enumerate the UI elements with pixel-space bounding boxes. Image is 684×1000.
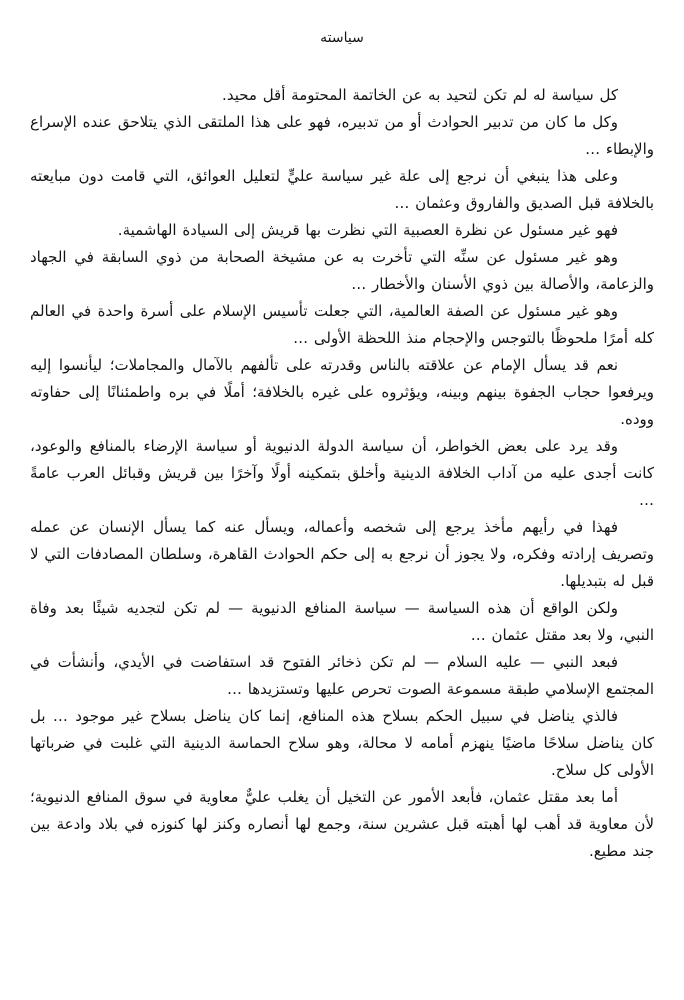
paragraph: فهو غير مسئول عن نظرة العصبية التي نظرت بها قريش إلى السيادة الهاشمية. [117, 221, 618, 239]
paragraph: وقد يرد على بعض الخواطر، أن سياسة الدولة الدنيوية أو سياسة الإرضاء بالمنافع والوعود، كانت أجدى عليه من آداب الخلافة الدينية وأخلق بتمكينه أولًا وآخرًا بين قريش وقبائل العرب عامةً … [30, 437, 654, 509]
paragraph: فالذي يناضل في سبيل الحكم بسلاح هذه المنافع، إنما كان يناضل بسلاح غير موجود … بل كان يناضل سلاحًا ماضيًا ينهزم أمامه لا محالة، وهو سلاح الحماسة الدينية التي غلبت في ضرباتها الأولى كل سلاح. [30, 707, 654, 779]
paragraph: أما بعد مقتل عثمان، فأبعد الأمور عن التخيل أن يغلب عليٌّ معاوية في سوق المنافع الدنيوية؛ لأن معاوية قد أهب لها أهبته قبل عشرين سنة، وجمع لها أنصاره وكنز لها كنوزه في بلاد وادعة بين جند مطيع. [30, 788, 654, 860]
paragraph: فبعد النبي — عليه السلام — لم تكن ذخائر الفتوح قد استفاضت في الأيدي، وأنشأت في المجتمع الإسلامي طبقة مسموعة الصوت تحرص عليها وتستزيدها … [30, 653, 654, 698]
paragraph: نعم قد يسأل الإمام عن علاقته بالناس وقدرته على تألفهم بالآمال والمجاملات؛ ليأنسوا إليه ويرفعوا حجاب الجفوة بينهم وبينه، ويؤثروه على غيره بالخلافة؛ أملًا في بره واطمئنانًا إلى حفاوته ووده. [30, 356, 654, 428]
page-title: سياسته [320, 30, 364, 46]
paragraph: وكل ما كان من تدبير الحوادث أو من تدبيره، فهو على هذا الملتقى الذي يتلاحق عنده الإسراع والإبطاء … [30, 113, 654, 158]
paragraph: وهو غير مسئول عن الصفة العالمية، التي جعلت تأسيس الإسلام على أسرة واحدة في العالم كله أمرًا ملحوظًا بالتوجس والإحجام منذ اللحظة الأولى … [30, 302, 654, 347]
paragraph: ولكن الواقع أن هذه السياسة — سياسة المنافع الدنيوية — لم تكن لتجديه شيئًا بعد وفاة النبي، ولا بعد مقتل عثمان … [30, 599, 654, 644]
paragraph: وهو غير مسئول عن سنِّه التي تأخرت به عن مشيخة الصحابة من ذوي السابقة في الجهاد والزعامة، والأصالة بين ذوي الأسنان والأخطار … [30, 248, 654, 293]
document-body [30, 82, 654, 865]
paragraph: فهذا في رأيهم مأخذ يرجع إلى شخصه وأعماله، ويسأل عنه كما يسأل الإنسان عن عمله وتصريف إرادته وفكره، ولا يجوز أن نرجع به إلى حكم الحوادث القاهرة، وسلطان المصادفات التي لا قبل له بتبديلها. [30, 518, 654, 590]
paragraph: كل سياسة له لم تكن لتحيد به عن الخاتمة المحتومة أقل محيد. [222, 86, 618, 104]
paragraph: وعلى هذا ينبغي أن نرجع إلى علة غير سياسة عليٍّ لتعليل العوائق، التي قامت دون مبايعته بالخلافة قبل الصديق والفاروق وعثمان … [30, 167, 654, 212]
